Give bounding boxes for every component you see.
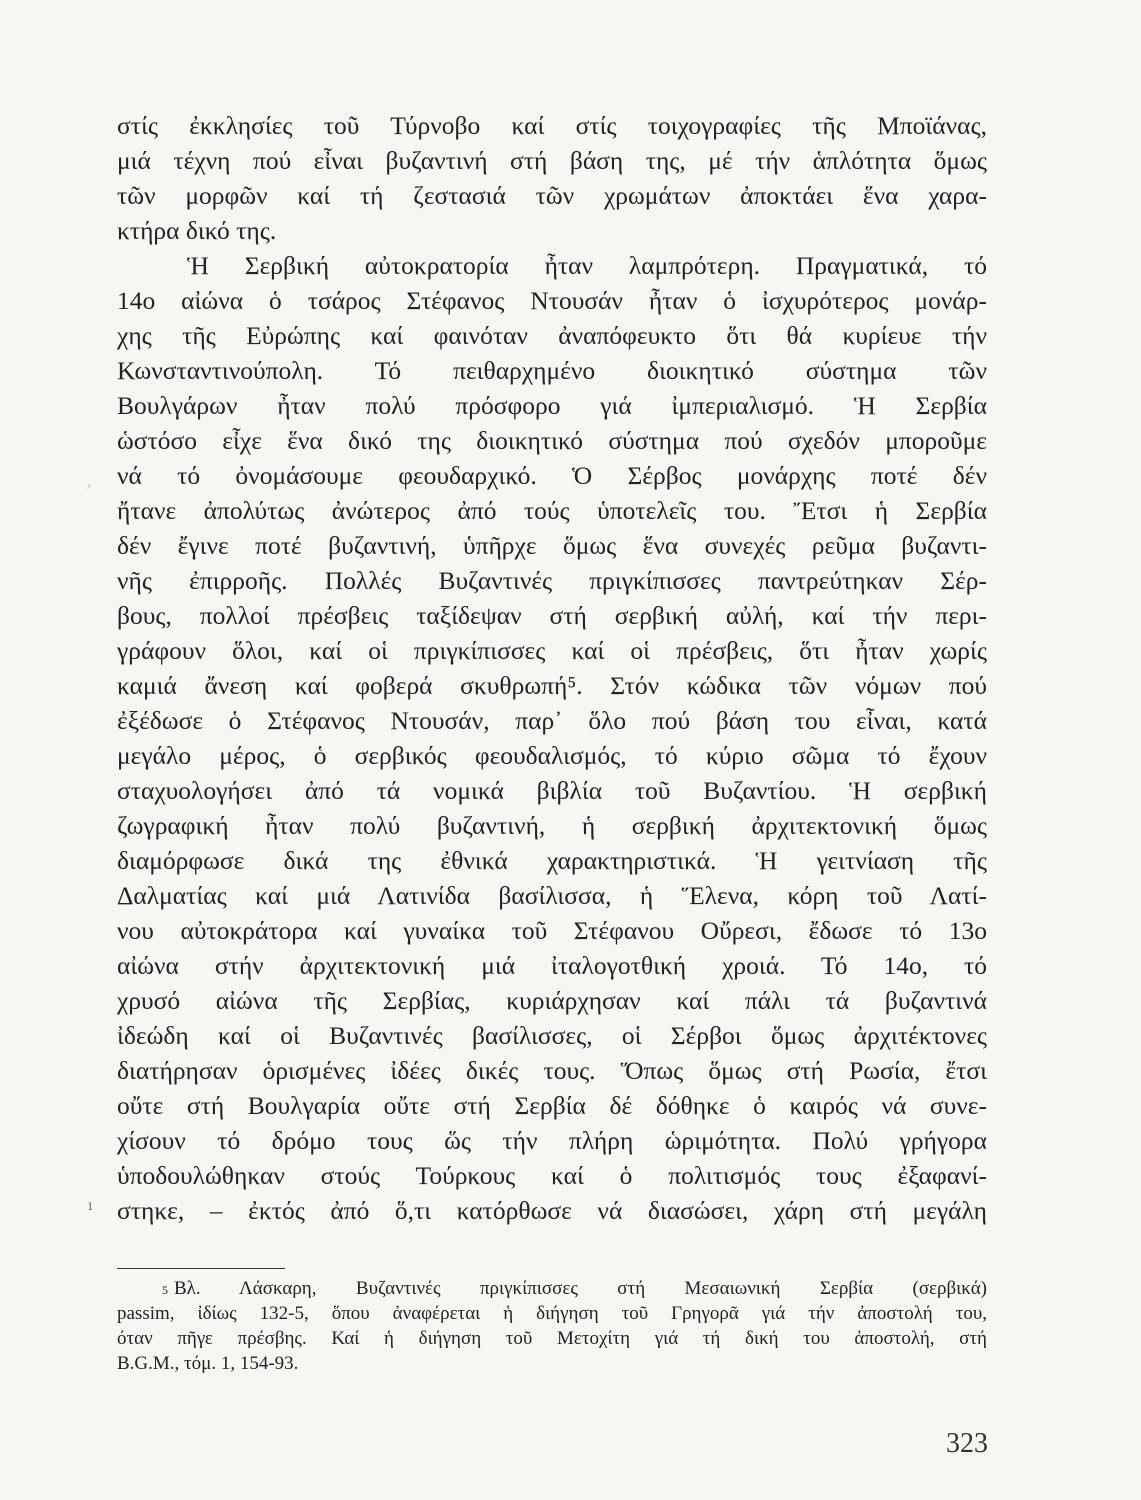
- text-line: στηκε, – ἐκτός ἀπό ὅ,τι κατόρθωσε νά διασώσει, χάρη στή μεγάλη: [117, 1196, 987, 1225]
- text-line: κτήρα δικό της.: [117, 216, 277, 245]
- text-line: ὡστόσο εἶχε ἕνα δικό της διοικητικό σύστημα πού σχεδόν μποροῦμε: [117, 426, 987, 455]
- text-line: ἐξέδωσε ὁ Στέφανος Ντουσάν, παρ᾿ ὅλο πού βάση του εἶναι, κατά: [117, 706, 987, 735]
- text-line: δέν ἔγινε ποτέ βυζαντινή, ὑπῆρχε ὅμως ἕνα συνεχές ρεῦμα βυζαντι-: [117, 531, 987, 560]
- text-line: οὔτε στή Βουλγαρία οὔτε στή Σερβία δέ δόθηκε ὁ καιρός νά συνε-: [117, 1091, 987, 1120]
- text-line: Βουλγάρων ἦταν πολύ πρόσφορο γιά ἰμπεριαλισμό. Ἡ Σερβία: [117, 391, 987, 420]
- text-line: ἤτανε ἀπολύτως ἀνώτερος ἀπό τούς ὑποτελεῖς του. Ἔτσι ἡ Σερβία: [117, 496, 987, 525]
- text-line: Ἡ Σερβική αὐτοκρατορία ἦταν λαμπρότερη. Πραγματικά, τό: [187, 251, 987, 280]
- text-line: βους, πολλοί πρέσβεις ταξίδεψαν στή σερβική αὐλή, καί τήν περι-: [117, 601, 987, 630]
- main-text: [117, 108, 987, 1228]
- footnote: [117, 1276, 987, 1376]
- scan-speck: ›: [86, 478, 92, 494]
- text-line: νά τό ὀνομάσουμε φεουδαρχικό. Ὁ Σέρβος μονάρχης ποτέ δέν: [117, 461, 987, 490]
- text-line: ζωγραφική ἦταν πολύ βυζαντινή, ἡ σερβική ἀρχιτεκτονική ὅμως: [117, 811, 987, 840]
- text-line: διατήρησαν ὁρισμένες ἰδέες δικές τους. Ὅπως ὅμως στή Ρωσία, ἔτσι: [117, 1056, 987, 1085]
- text-line: καμιά ἄνεση καί φοβερά σκυθρωπή⁵. Στόν κώδικα τῶν νόμων πού: [117, 671, 987, 700]
- text-line: Δαλματίας καί μιά Λατινίδα βασίλισσα, ἡ Ἕλενα, κόρη τοῦ Λατί-: [117, 881, 987, 910]
- text-line: νῆς ἐπιρροῆς. Πολλές Βυζαντινές πριγκίπισσες παντρεύτηκαν Σέρ-: [117, 566, 987, 595]
- footnote-divider: [117, 1268, 285, 1269]
- text-line: νου αὐτοκράτορα καί γυναίκα τοῦ Στέφανου Οὔρεσι, ἔδωσε τό 13ο: [117, 916, 987, 945]
- scan-speck: ı: [88, 1198, 93, 1214]
- text-line: χης τῆς Εὐρώπης καί φαινόταν ἀναπόφευκτο ὅτι θά κυρίευε τήν: [117, 321, 987, 350]
- text-line: μεγάλο μέρος, ὁ σερβικός φεουδαλισμός, τό κύριο σῶμα τό ἔχουν: [117, 741, 987, 770]
- footnote-marker: 5: [162, 1283, 168, 1297]
- footnote-line: B.G.M., τόμ. 1, 154-93.: [117, 1353, 299, 1374]
- text-line: ἰδεώδη καί οἱ Βυζαντινές βασίλισσες, οἱ Σέρβοι ὅμως ἀρχιτέκτονες: [117, 1021, 987, 1050]
- text-line: χίσουν τό δρόμο τους ὥς τήν πλήρη ὡριμότητα. Πολύ γρήγορα: [117, 1126, 987, 1155]
- text-line: τῶν μορφῶν καί τή ζεστασιά τῶν χρωμάτων ἀποκτάει ἕνα χαρα-: [117, 181, 987, 210]
- text-line: σταχυολογήσει ἀπό τά νομικά βιβλία τοῦ Βυζαντίου. Ἡ σερβική: [117, 776, 987, 805]
- text-line: μιά τέχνη πού εἶναι βυζαντινή στή βάση της, μέ τήν ἁπλότητα ὅμως: [117, 146, 987, 175]
- footnote-line: όταν πῆγε πρέσβης. Καί ἡ διήγηση τοῦ Μετοχίτη γιά τή δική του ἀποστολή, στή: [117, 1328, 987, 1349]
- footnote-line: [117, 1276, 987, 1301]
- text-line: ὑποδουλώθηκαν στούς Τούρκους καί ὁ πολιτισμός τους ἐξαφανί-: [117, 1161, 987, 1190]
- text-line: 14ο αἰώνα ὁ τσάρος Στέφανος Ντουσάν ἦταν ὁ ἰσχυρότερος μονάρ-: [117, 286, 987, 315]
- footnote-text: Βλ. Λάσκαρη, Βυζαντινές πριγκίπισσες στή Μεσαιωνική Σερβία (σερβικά): [174, 1278, 987, 1299]
- text-line: Κωνσταντινούπολη. Τό πειθαρχημένο διοικητικό σύστημα τῶν: [117, 356, 987, 385]
- page-number: 323: [946, 1428, 988, 1459]
- text-line: διαμόρφωσε δικά της ἐθνικά χαρακτηριστικά. Ἡ γειτνίαση τῆς: [117, 846, 987, 875]
- text-line: αἰώνα στήν ἀρχιτεκτονική μιά ἰταλογοτθική χροιά. Τό 14ο, τό: [117, 951, 987, 980]
- text-line: στίς ἐκκλησίες τοῦ Τύρνοβο καί στίς τοιχογραφίες τῆς Μποϊάνας,: [117, 111, 987, 140]
- footnote-line: passim, ἰδίως 132-5, ὅπου ἀναφέρεται ἡ διήγηση τοῦ Γρηγορᾶ γιά τήν ἀποστολή του,: [117, 1303, 987, 1324]
- text-line: χρυσό αἰώνα τῆς Σερβίας, κυριάρχησαν καί πάλι τά βυζαντινά: [117, 986, 987, 1015]
- text-line: γράφουν ὅλοι, καί οἱ πριγκίπισσες καί οἱ πρέσβεις, ὅτι ἦταν χωρίς: [117, 636, 987, 665]
